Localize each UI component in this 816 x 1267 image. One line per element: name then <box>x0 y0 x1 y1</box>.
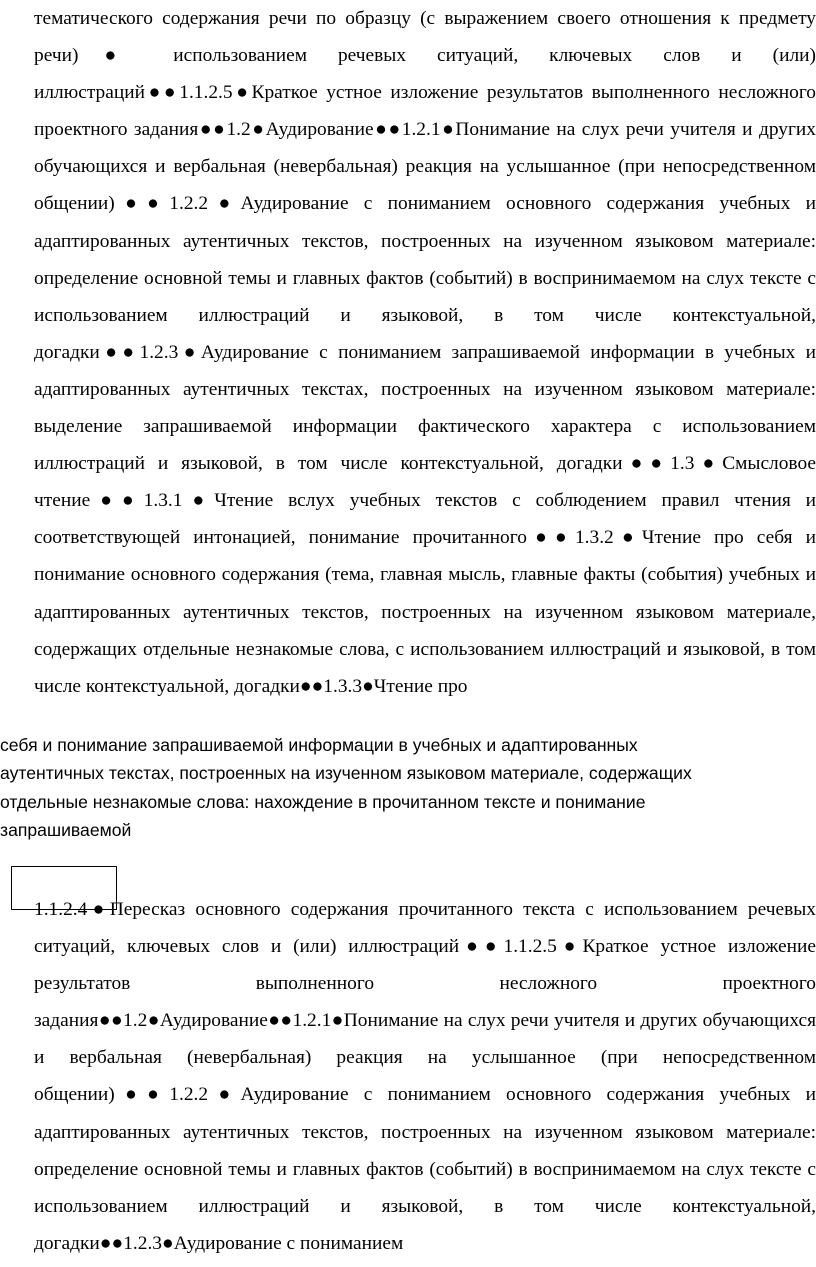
plain-line: отдельные незнакомые слова: нахождение в прочитанном тексте и понимание <box>0 791 646 812</box>
text-block-2-content: 1.1.2.4●Пересказ основного содержания прочитанного текста с использованием речевых ситуаций, ключевых слов и (или) иллюстраций●●1.1.2.5●Краткое устное изложение результатов выполненного несложного проектного задания●●1.2●Аудирование●●1.2.1●Понимание на слух речи учителя и других обучающихся и вербальная (невербальная) реакция на услышанное (при непосредственном общении)●●1.2.2●Аудирование с пониманием основного содержания учебных и адаптированных аутентичных текстов, построенных на изученном языковом материале: определение основной темы и главных фактов (событий) в воспринимаемом на слух тексте с использованием иллюстраций и языковой, в том числе контекстуальной, догадки●●1.2.3●Аудирование с пониманием <box>34 899 816 1254</box>
plain-line: себя и понимание запрашиваемой информации в учебных и адаптированных <box>0 735 638 755</box>
text-block-2 <box>34 891 816 1262</box>
text-block-1-content: тематического содержания речи по образцу (с выражением своего отношения к предмету речи)● использованием речевых ситуаций, ключевых слов и (или) иллюстраций●●1.1.2.5●Краткое устное изложение результатов выполненного несложного проектного задания●●1.2●Аудирование●●1.2.1●Понимание на слух речи учителя и других обучающихся и вербальная (невербальная) реакция на услышанное (при непосредственном общении)●●1.2.2●Аудирование с пониманием основного содержания учебных и адаптированных аутентичных текстов, построенных на изученном языковом материале: определение основной темы и главных фактов (событий) в воспринимаемом на слух тексте с использованием иллюстраций и языковой, в том числе контекстуальной, догадки●●1.2.3●Аудирование с пониманием запрашиваемой информации в учебных и адаптированных аутентичных текстах, построенных на изученном языковом материале: выделение запрашиваемой информации фактического характера с использованием иллюстраций и языковой, в том числе контекстуальной, догадки●●1.3●Смысловое чтение●●1.3.1●Чтение вслух учебных текстов с соблюдением правил чтения и соответствующей интонацией, понимание прочитанного●●1.3.2●Чтение про себя и понимание основного содержания (тема, главная мысль, главные факты (события) учебных и адаптированных аутентичных текстов, построенных на изученном языковом материале, содержащих отдельные незнакомые слова, с использованием иллюстраций и языковой, в том числе контекстуальной, догадки●●1.3.3●Чтение про <box>34 8 816 697</box>
plain-line: аутентичных текстах, построенных на изученном языковом материале, содержащих <box>0 763 692 784</box>
plain-line: запрашиваемой <box>0 820 132 841</box>
text-block-1 <box>34 0 816 705</box>
text-block-plain <box>0 731 816 845</box>
